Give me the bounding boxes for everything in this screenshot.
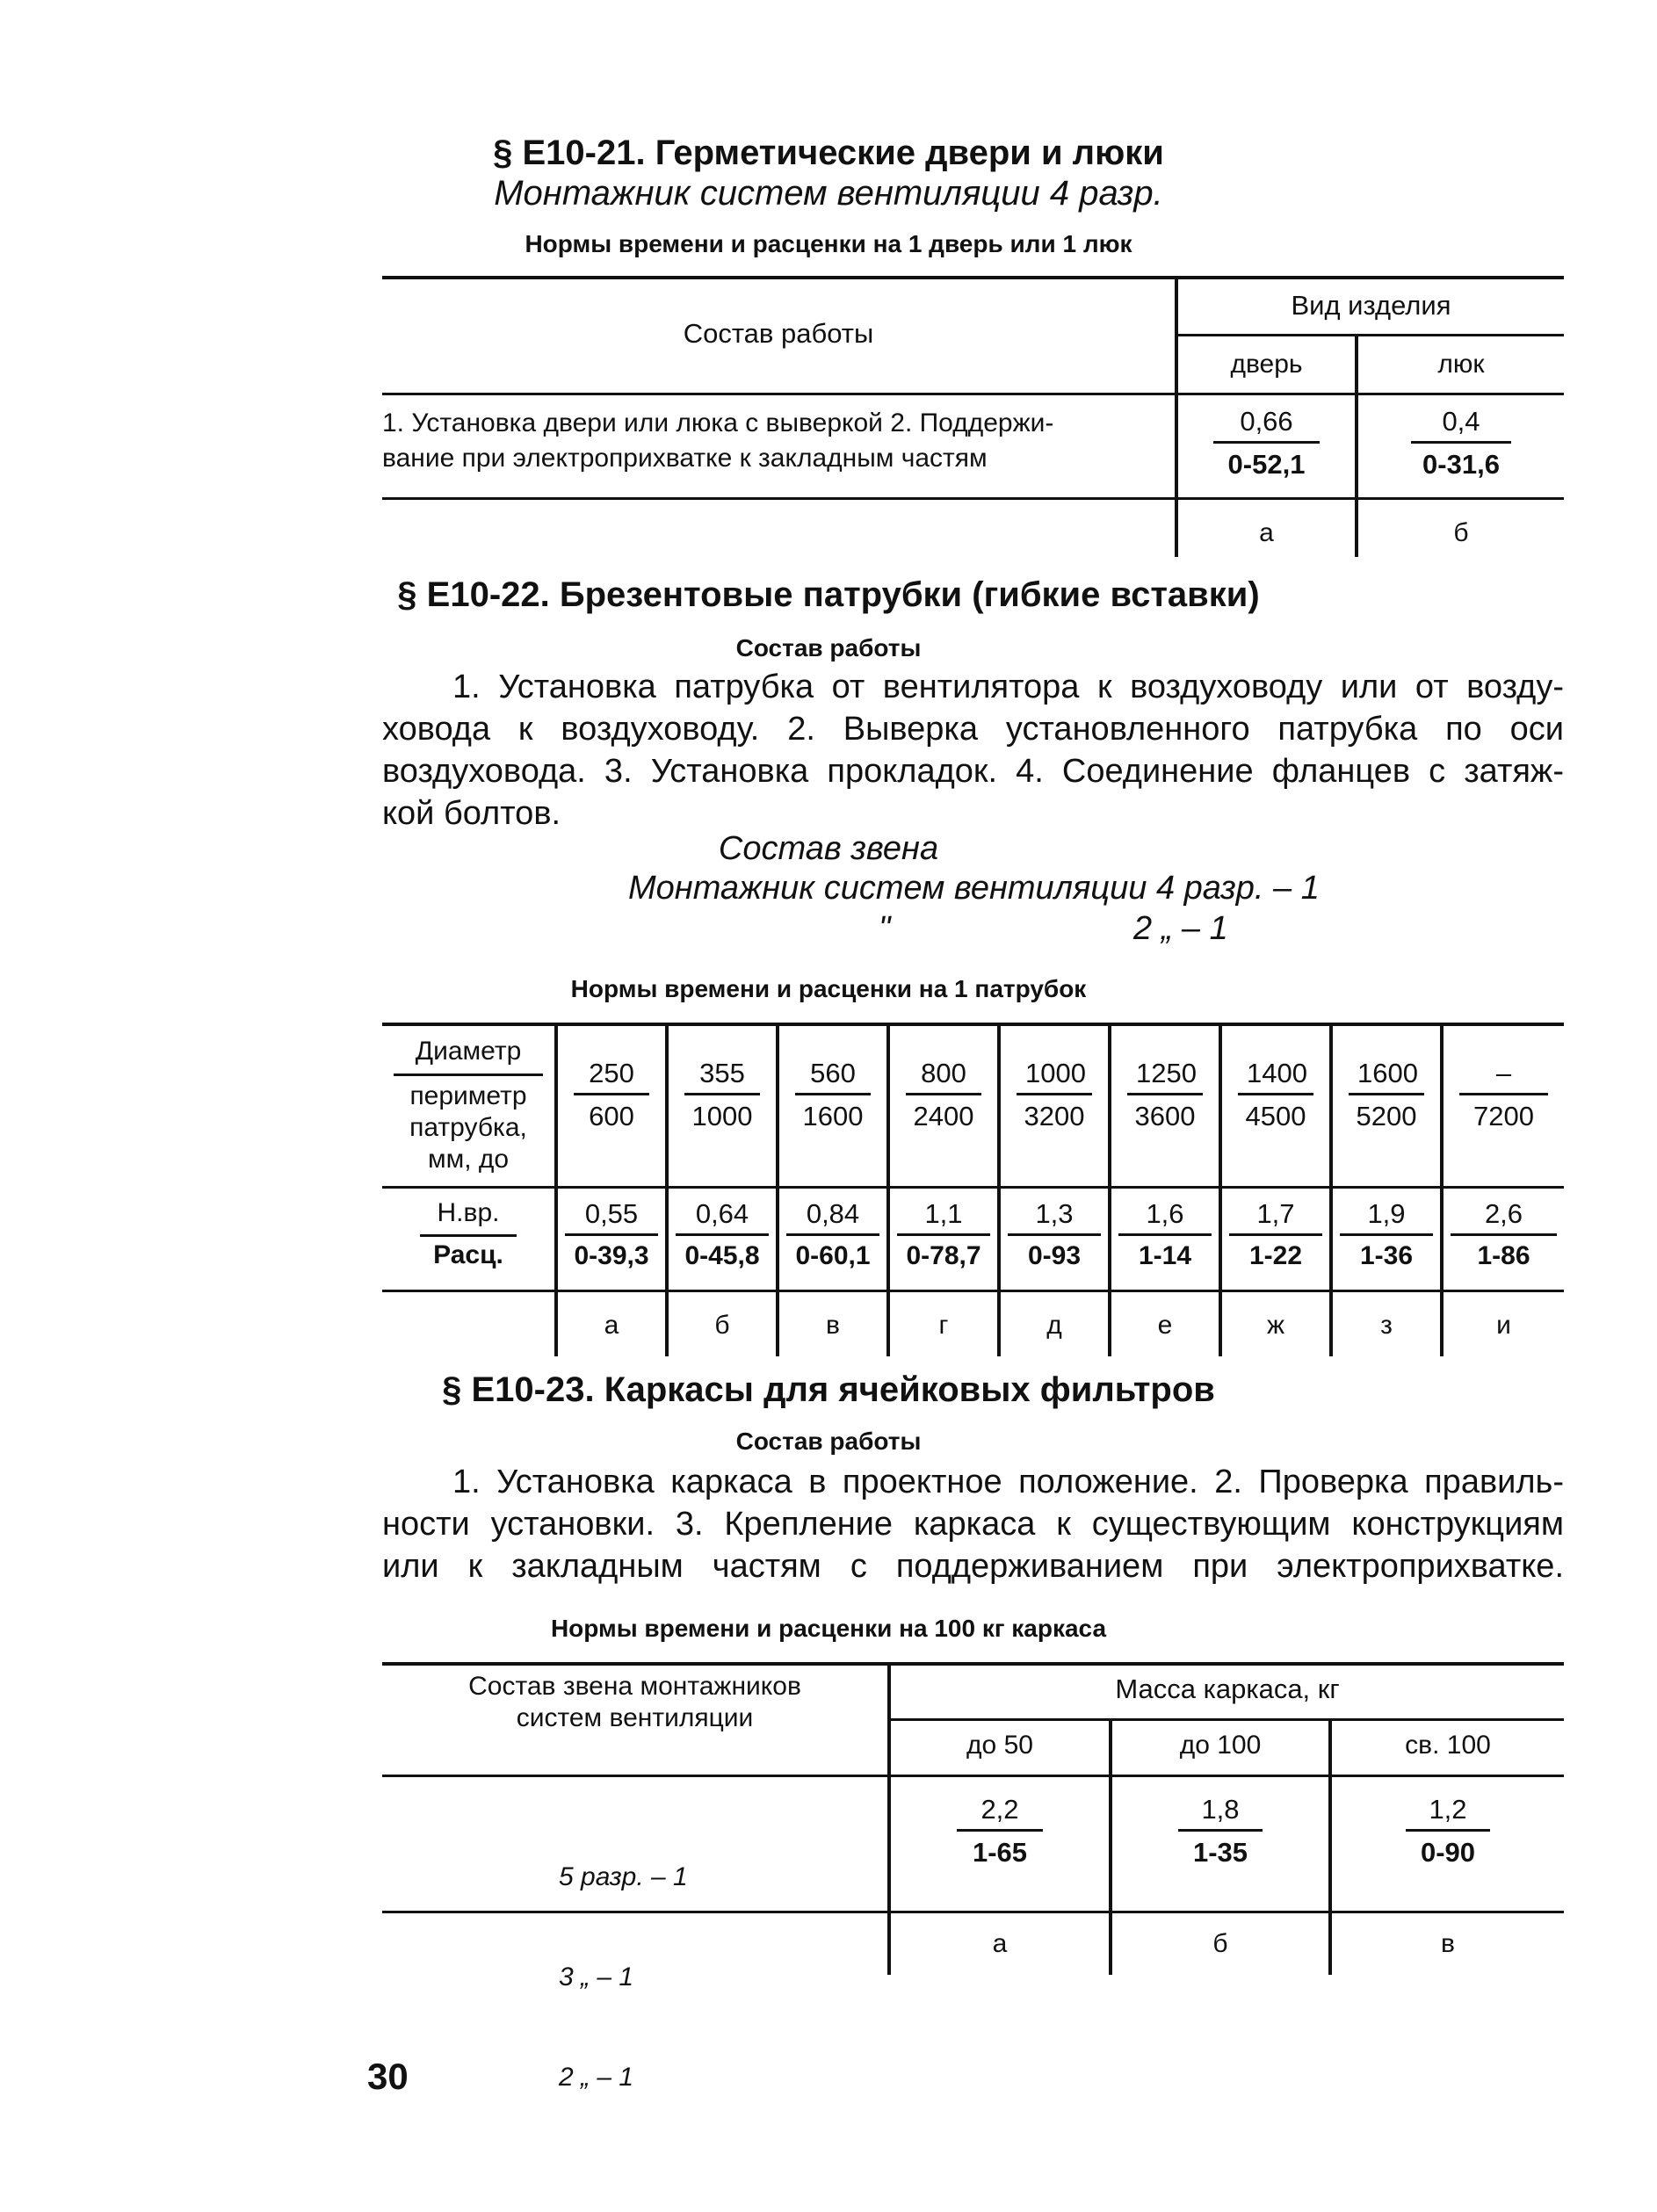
rate-value: 0-45,8 [684,1241,760,1270]
work-line: 1. Установка каркаса в проектное положение. 2. Проверка правиль- [452,1464,1564,1500]
rate-value: 0-78,7 [906,1241,981,1270]
norm-rate-cell [779,1198,886,1271]
col-header-mass: Масса каркаса, кг [1115,1673,1340,1704]
rate-value: 0-90 [1420,1837,1476,1868]
work-line: вание при электроприхватке к закладным частям [382,444,988,473]
section-23-norms-caption: Нормы времени и расценки на 100 кг каркаса [550,1615,1107,1642]
diameter-value: 560 [795,1058,871,1095]
diameter-perimeter-cell [558,1058,665,1132]
perimeter-value: 600 [589,1101,634,1131]
rate-value: 1-36 [1359,1241,1414,1270]
column-letter: б [714,1311,730,1340]
diameter-perimeter-cell [1444,1058,1564,1132]
section-23-title: § Е10-23. Каркасы для ячейковых фильтров [442,1370,1215,1409]
door-norm-rate [1178,406,1355,481]
norm-value: 1,9 [1340,1198,1433,1236]
norm-value: 1,7 [1229,1198,1322,1236]
diameter-perimeter-cell [1111,1058,1219,1132]
norm-value: 1,1 [897,1198,990,1236]
rate-value: 0-93 [1027,1241,1082,1270]
diameter-value: 355 [684,1058,760,1095]
row-head-norm: Н.вр. [437,1198,500,1227]
diameter-perimeter-cell [1222,1058,1329,1132]
work-line: или к закладным частям с поддерживанием при электроприхватке. [382,1548,1564,1585]
work-line: воздуховода. 3. Установка прокладок. 4. Соединение фланцев с затяж- [382,753,1564,790]
crew-row: 5 разр. – 1 [559,1862,688,1891]
diameter-value: 1000 [1017,1058,1092,1095]
column-letter: ж [1266,1311,1285,1340]
work-line: 1. Установка двери или люка с выверкой 2. Поддержи- [382,408,1054,437]
perimeter-value: 2400 [913,1101,974,1131]
sub-header: до 50 [966,1731,1033,1760]
work-description [382,406,1164,476]
rate-value: 1-14 [1138,1241,1192,1270]
rate-value: 1-65 [972,1837,1028,1868]
section-21-worker: Монтажник систем вентиляции 4 разр. [494,174,1163,213]
column-letter: в [826,1311,840,1340]
perimeter-value: 3200 [1024,1101,1085,1131]
crew-row: 3 „ – 1 [559,1963,634,1992]
rate-value: 0-39,3 [574,1241,649,1270]
diameter-perimeter-cell [1001,1058,1108,1132]
col-header-work: Состав работы [683,318,874,349]
section-22-title: § Е10-22. Брезентовые патрубки (гибкие вставки) [397,575,1260,614]
hatch-rate: 0-31,6 [1422,449,1500,480]
mass-col-b-value [1112,1794,1328,1869]
perimeter-value: 7200 [1473,1101,1534,1131]
section-23-work-heading: Состав работы [735,1428,922,1455]
crew-line-2-ditto: " [879,910,891,947]
row-head-diameter: Диаметр [415,1037,522,1066]
row-head-perimeter [382,1081,554,1175]
sub-header-hatch: люк [1437,350,1485,379]
row-head-perimeter-line: патрубка, [409,1113,527,1142]
norm-value: 1,2 [1406,1794,1490,1832]
perimeter-value: 3600 [1134,1101,1196,1131]
diameter-perimeter-cell [669,1058,776,1132]
section-22-work-text [382,666,1564,835]
section-21-norms-caption: Нормы времени и расценки на 1 дверь или 1 люк [525,230,1132,257]
column-letter: и [1496,1311,1511,1340]
diameter-value: 1400 [1238,1058,1313,1095]
section-21-title: § Е10-21. Герметические двери и люки [493,134,1164,172]
section-22-norms-caption: Нормы времени и расценки на 1 патрубок [570,975,1087,1002]
section-23-work-text [382,1461,1564,1587]
hatch-norm-rate [1358,406,1564,481]
crew-line-1: Монтажник систем вентиляции 4 разр. – 1 [628,870,1320,907]
mass-col-a-value [891,1794,1109,1869]
diameter-perimeter-cell [890,1058,997,1132]
rate-value: 1-86 [1477,1241,1530,1270]
norm-value: 0,55 [565,1198,658,1236]
norm-rate-cell [890,1198,997,1271]
col-header-crew-line: Состав звена монтажников [468,1672,801,1701]
work-line: ности установки. 3. Крепление каркаса к существующим конструкциям [382,1506,1564,1543]
column-letter: б [1453,518,1469,547]
column-letter: з [1380,1311,1393,1340]
norm-rate-cell [1111,1198,1219,1271]
column-letter: а [604,1311,619,1340]
perimeter-value: 1600 [802,1101,864,1131]
column-letter: а [992,1929,1008,1958]
crew-row: 2 „ – 1 [559,2063,634,2092]
column-letter: г [938,1311,949,1340]
mass-col-c-value [1332,1794,1564,1869]
crew-line-2: 2 „ – 1 [1133,910,1228,947]
column-letter: б [1212,1929,1228,1958]
work-line: ховода к воздуховоду. 2. Выверка установленного патрубка по оси [382,711,1564,748]
diameter-perimeter-cell [1333,1058,1440,1132]
door-norm: 0,66 [1213,406,1320,444]
hatch-norm: 0,4 [1411,406,1511,444]
norm-value: 1,3 [1008,1198,1101,1236]
norm-value: 2,2 [957,1794,1043,1832]
sub-header-door: дверь [1230,350,1303,379]
diameter-value: 800 [906,1058,981,1095]
rate-value: 1-35 [1192,1837,1248,1868]
column-letter: д [1046,1311,1062,1340]
column-letter: в [1441,1929,1455,1958]
section-22-work-heading: Состав работы [735,634,922,661]
norm-value: 1,8 [1178,1794,1263,1832]
rate-value: 1-22 [1248,1241,1303,1270]
sub-header: св. 100 [1405,1731,1491,1760]
work-line: 1. Установка патрубка от вентилятора к воздуховоду или от возду- [452,669,1564,705]
norm-rate-cell [558,1198,665,1271]
norm-rate-cell [1222,1198,1329,1271]
perimeter-value: 4500 [1245,1101,1306,1131]
crew-heading: Состав звена [718,830,939,867]
diameter-value: – [1459,1058,1548,1095]
perimeter-value: 1000 [691,1101,753,1131]
crew-composition [559,1794,688,2161]
diameter-value: 1600 [1349,1058,1424,1095]
row-head-perimeter-line: мм, до [427,1145,510,1174]
page-number: 30 [367,2056,409,2097]
norm-rate-cell [1444,1198,1564,1271]
column-letter: е [1157,1311,1173,1340]
row-head-perimeter-line: периметр [409,1081,527,1110]
norm-rate-cell [1001,1198,1108,1271]
col-header-crew [382,1671,887,1734]
row-head-rate: Расц. [433,1240,503,1269]
sub-header: до 100 [1179,1731,1262,1760]
norm-value: 0,64 [676,1198,769,1236]
perimeter-value: 5200 [1356,1101,1417,1131]
diameter-value: 1250 [1127,1058,1203,1095]
column-letter: а [1259,518,1274,547]
rate-value: 0-60,1 [795,1241,871,1270]
norm-value: 2,6 [1451,1198,1557,1236]
diameter-value: 250 [574,1058,649,1095]
col-header-type: Вид изделия [1291,290,1451,321]
door-rate: 0-52,1 [1227,449,1306,480]
norm-rate-cell [669,1198,776,1271]
col-header-crew-line: систем вентиляции [516,1703,754,1732]
norm-value: 0,84 [786,1198,879,1236]
work-line: кой болтов. [382,795,561,832]
norm-rate-cell [1333,1198,1440,1271]
diameter-perimeter-cell [779,1058,886,1132]
norm-value: 1,6 [1118,1198,1212,1236]
